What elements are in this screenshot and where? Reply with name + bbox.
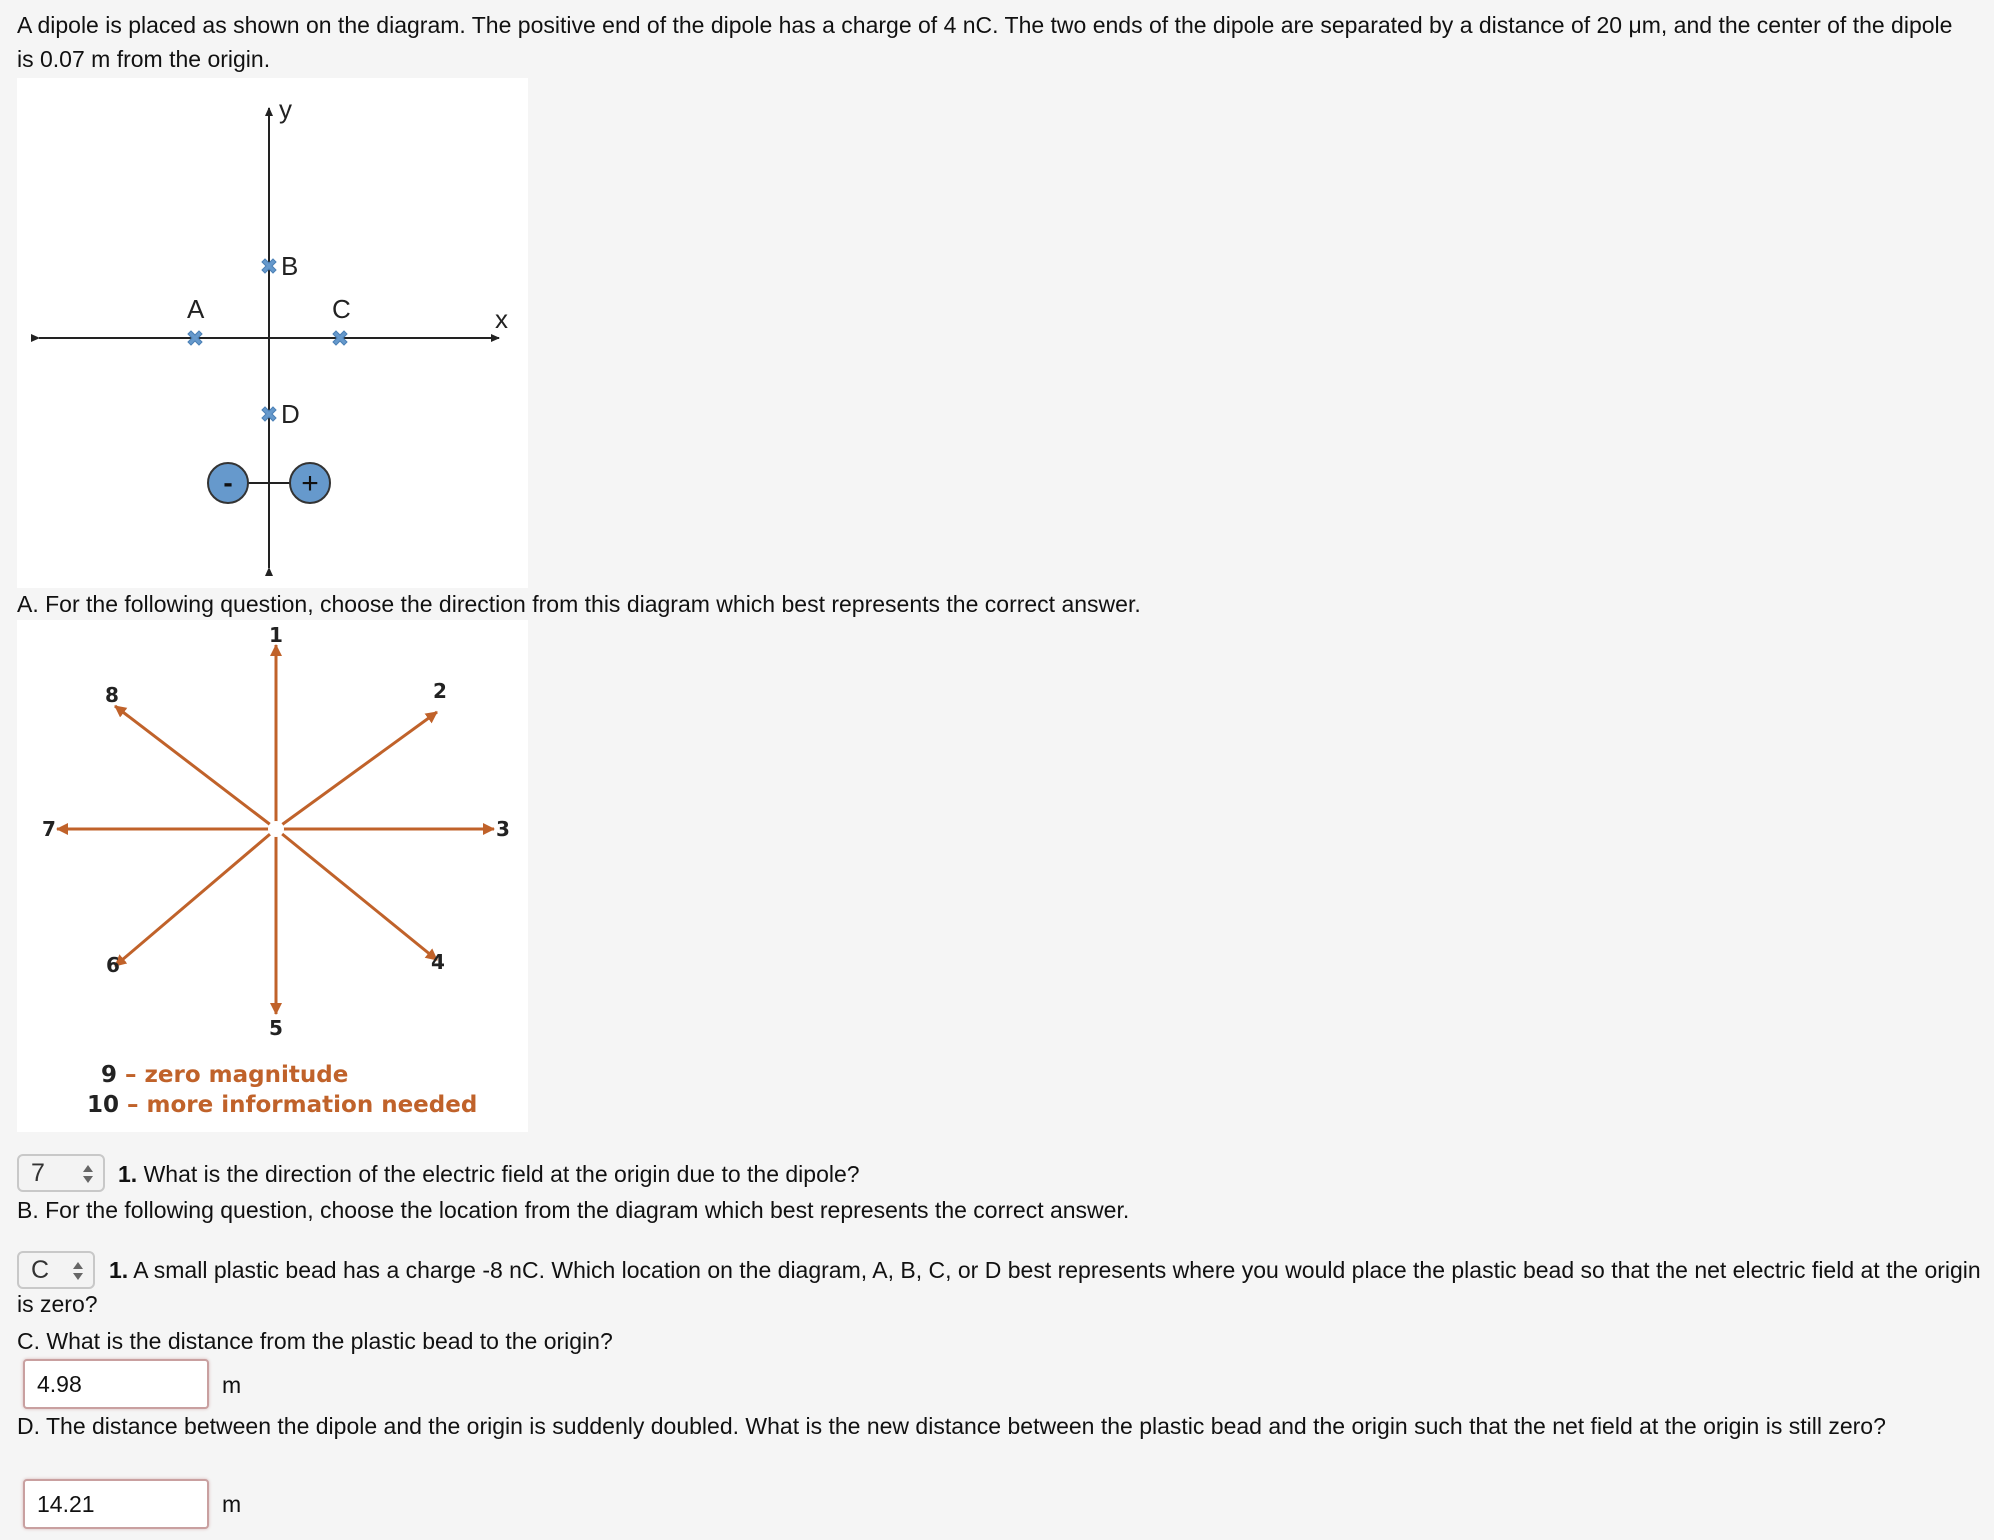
point-a-label: A bbox=[187, 294, 205, 324]
compass-legend bbox=[87, 1060, 477, 1120]
distance-unit: m bbox=[222, 1372, 242, 1398]
direction-select[interactable]: 7 bbox=[17, 1154, 105, 1192]
direction-arrow-4 bbox=[276, 829, 437, 960]
part-c-prompt: C. What is the distance from the plastic bead to the origin? bbox=[17, 1328, 613, 1354]
distance-answer-input[interactable] bbox=[23, 1359, 209, 1409]
part-d-prompt: D. The distance between the dipole and the origin is suddenly doubled. What is the new distance between the plastic bead and the origin such that the net field at the origin is still zero? bbox=[17, 1413, 1886, 1439]
point-c-label: C bbox=[332, 294, 351, 324]
legend-more-info: 10 – more information needed bbox=[87, 1092, 478, 1118]
dipole-diagram bbox=[17, 78, 528, 588]
direction-label-3: 3 bbox=[496, 817, 510, 841]
direction-label-4: 4 bbox=[431, 950, 445, 974]
direction-label-5: 5 bbox=[269, 1016, 283, 1040]
direction-label-2: 2 bbox=[433, 679, 447, 703]
direction-label-7: 7 bbox=[42, 817, 56, 841]
legend-zero-magnitude: 9 – zero magnitude bbox=[101, 1062, 349, 1088]
direction-label-8: 8 bbox=[105, 683, 119, 707]
part-a-prompt: A. For the following question, choose the direction from this diagram which best represents the correct answer. bbox=[17, 591, 1141, 617]
direction-label-6: 6 bbox=[106, 953, 120, 977]
new-distance-answer-input[interactable] bbox=[23, 1479, 209, 1529]
point-b-label: B bbox=[281, 251, 299, 281]
negative-charge-sign: - bbox=[223, 467, 233, 498]
positive-charge-sign: + bbox=[301, 467, 319, 500]
direction-label-1: 1 bbox=[269, 623, 283, 647]
point-d-label: D bbox=[281, 399, 300, 429]
direction-arrow-2 bbox=[276, 712, 437, 829]
part-b-question-1: 1. A small plastic bead has a charge -8 nC. Which location on the diagram, A, B, C, or D best represents where you would place the plastic bead so that the net electric field at the origin is zero? bbox=[17, 1257, 1981, 1317]
new-distance-unit: m bbox=[222, 1491, 242, 1517]
location-select[interactable]: C bbox=[17, 1251, 95, 1289]
part-a-question-1: 1. What is the direction of the electric field at the origin due to the dipole? bbox=[118, 1161, 860, 1187]
direction-arrow-6 bbox=[115, 829, 276, 966]
stepper-arrows-icon bbox=[81, 1162, 95, 1186]
x-axis-label: x bbox=[495, 304, 508, 334]
part-b-prompt: B. For the following question, choose the location from the diagram which best represents the correct answer. bbox=[17, 1197, 1130, 1223]
direction-diagram bbox=[17, 620, 528, 1132]
problem-intro: A dipole is placed as shown on the diagram. The positive end of the dipole has a charge of 4 nC. The two ends of the dipole are separated by a distance of 20 μm, and the center of the dipole is 0.07 m from the origin. bbox=[17, 12, 1953, 72]
y-axis-label: y bbox=[279, 94, 292, 124]
compass-center bbox=[268, 821, 284, 837]
direction-arrow-8 bbox=[115, 706, 276, 829]
